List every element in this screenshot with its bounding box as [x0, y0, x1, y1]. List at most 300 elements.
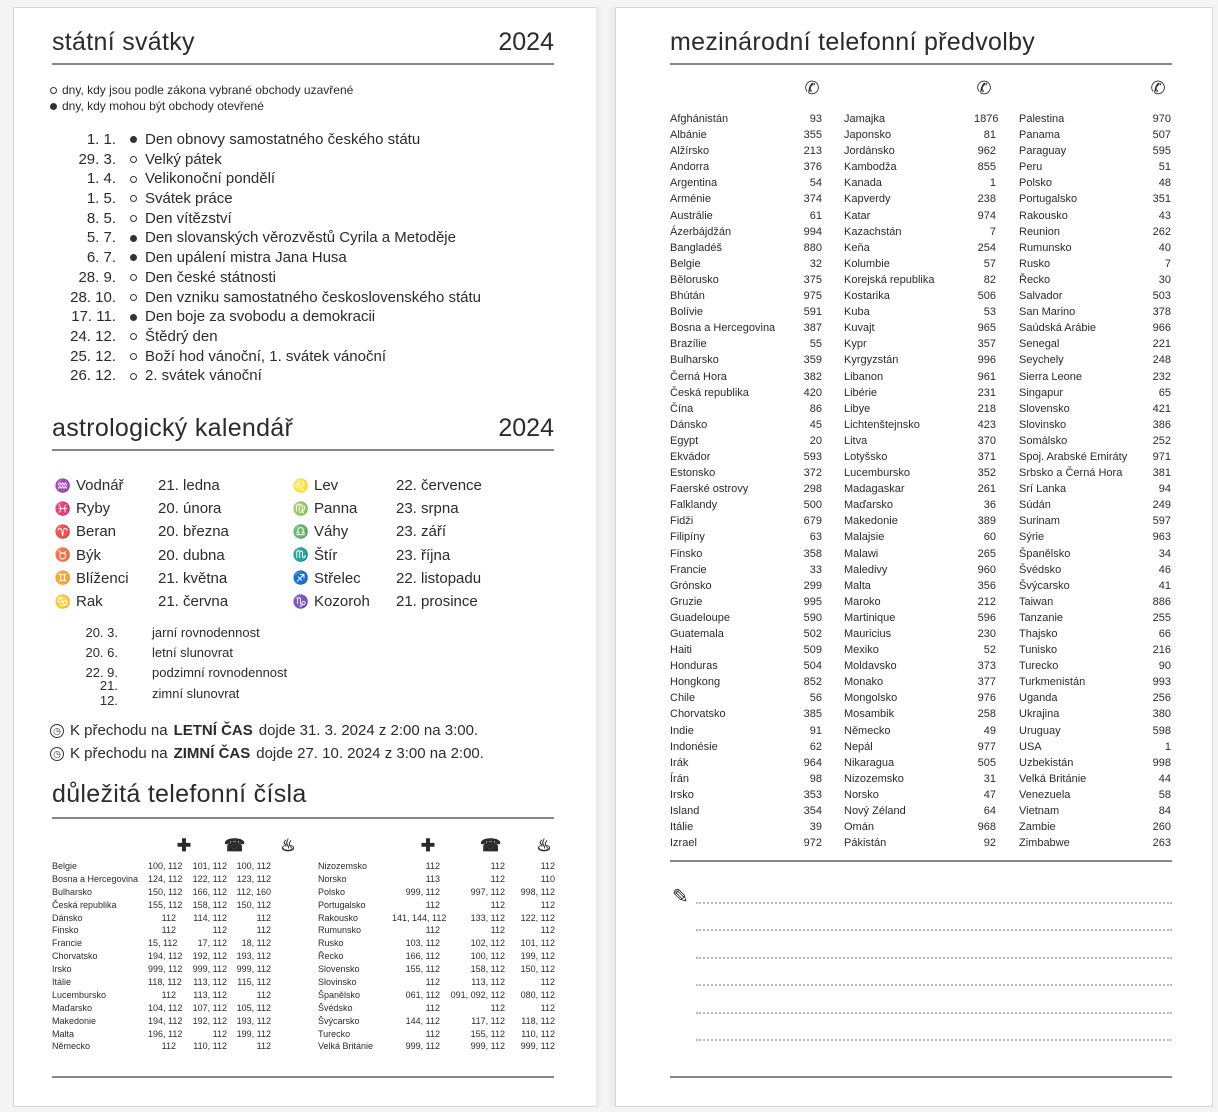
police-number: 133, 112	[470, 912, 505, 923]
dial-code: 965	[977, 322, 996, 335]
code-row	[670, 690, 822, 706]
country-name: Bhútán	[670, 290, 705, 303]
country-name: Súdán	[1019, 499, 1051, 512]
country-name: Makedonie	[52, 1015, 97, 1026]
aquarius-icon: ♒	[54, 477, 72, 493]
country-name: Taiwan	[1019, 595, 1054, 608]
code-row	[1019, 739, 1171, 755]
dial-code: 971	[1152, 450, 1171, 463]
dial-code: 961	[977, 370, 996, 383]
holiday-name: Velký pátek	[145, 150, 222, 168]
code-row	[670, 787, 822, 803]
code-row	[1019, 111, 1171, 127]
holiday-date: 1. 1.	[86, 131, 116, 148]
dial-code: 591	[803, 306, 822, 319]
open-dot-icon	[130, 274, 137, 281]
country-name: Falklandy	[670, 499, 718, 512]
code-row	[1019, 578, 1171, 594]
holiday-name: Den slovanských věrozvěstů Cyrila a Metoděje	[145, 229, 456, 247]
dial-code: 30	[1158, 273, 1171, 286]
country-name: Honduras	[670, 660, 718, 673]
holiday-row	[36, 268, 481, 288]
medical-number: 112	[161, 989, 176, 1000]
dial-code: 590	[803, 611, 822, 624]
zodiac-row	[50, 474, 282, 497]
code-row	[670, 529, 822, 545]
dst-bold: LETNÍ ČAS	[173, 722, 253, 739]
fire-number: 110, 112	[521, 1028, 555, 1039]
country-name: Srbsko a Černá Hora	[1019, 467, 1123, 480]
code-row	[844, 111, 999, 127]
code-row	[844, 449, 996, 465]
dial-code: 84	[1158, 805, 1171, 818]
clock-icon: ◷	[50, 724, 64, 738]
holiday-row	[36, 209, 481, 229]
code-row	[670, 513, 822, 529]
country-name: Německo	[52, 1041, 91, 1052]
police-number: 112	[490, 899, 505, 910]
code-row	[844, 433, 996, 449]
open-dot-icon	[130, 373, 137, 380]
country-name: Rusko	[1019, 257, 1051, 270]
country-name: San Marino	[1019, 306, 1076, 319]
code-row	[844, 529, 996, 545]
holiday-row	[36, 288, 481, 308]
country-name: Reunion	[1019, 225, 1060, 238]
code-row	[670, 658, 822, 674]
code-row	[1019, 385, 1171, 401]
note-line[interactable]	[696, 904, 1172, 932]
holiday-name: 2. svátek vánoční	[145, 367, 262, 385]
country-name: Bosna a Hercegovina	[670, 322, 776, 335]
dial-code: 503	[1152, 290, 1171, 303]
dial-code: 51	[1158, 161, 1171, 174]
country-name: Gruzie	[670, 595, 703, 608]
holiday-name: Den české státnosti	[145, 268, 276, 286]
code-row	[670, 208, 822, 224]
dial-code: 34	[1158, 547, 1171, 560]
dial-code: 966	[1152, 322, 1171, 335]
code-row	[844, 674, 996, 690]
code-row	[670, 175, 822, 191]
equinox-name: podzimní rovnodennost	[152, 665, 288, 681]
dial-code: 45	[809, 418, 822, 431]
code-row	[844, 642, 996, 658]
code-row	[1019, 610, 1171, 626]
dial-code: 386	[1152, 418, 1171, 431]
dial-code: 421	[1152, 402, 1171, 415]
dial-code: 40	[1158, 241, 1171, 254]
code-row	[670, 449, 822, 465]
zodiac-date: 21. června	[158, 593, 229, 611]
country-name: Čína	[670, 402, 694, 415]
country-name: Makedonie	[844, 515, 898, 528]
holiday-name: Den obnovy samostatného českého státu	[145, 131, 421, 148]
dial-code: 298	[803, 483, 822, 496]
dial-code: 218	[977, 402, 996, 415]
country-name: Guadeloupe	[670, 611, 730, 624]
fire-number: 112	[540, 861, 555, 871]
zodiac-row	[50, 590, 282, 613]
code-row	[844, 127, 996, 143]
note-line[interactable]	[696, 986, 1172, 1014]
virgo-icon: ♍	[292, 500, 310, 516]
fire-number: 112	[540, 977, 555, 988]
dial-code: 262	[1152, 225, 1171, 238]
country-name: Omán	[844, 821, 874, 834]
code-row	[670, 674, 822, 690]
zodiac-name: Panna	[314, 500, 358, 518]
code-row	[1019, 224, 1171, 240]
dial-code: 65	[1158, 386, 1171, 399]
code-row	[670, 127, 822, 143]
dial-code: 60	[983, 531, 996, 544]
dial-code: 261	[977, 483, 996, 496]
dst-row	[50, 719, 484, 742]
emergency-row	[318, 873, 555, 886]
dial-code: 238	[977, 193, 996, 206]
fire-number: 199, 112	[236, 1028, 271, 1039]
country-name: Itálie	[670, 821, 694, 834]
country-name: Turecko	[1019, 660, 1059, 673]
police-number: 17, 112	[197, 938, 227, 949]
code-row	[844, 497, 996, 513]
code-row	[670, 191, 822, 207]
police-number: 091, 092, 112	[450, 989, 505, 1000]
equinox-name: jarní rovnodennost	[152, 624, 260, 640]
medical-number: 100, 112	[148, 861, 183, 871]
astro-title: astrologický kalendář	[52, 414, 294, 442]
dial-code: 357	[977, 338, 996, 351]
dial-code: 679	[803, 515, 822, 528]
code-row	[844, 723, 996, 739]
dial-code: 596	[977, 611, 996, 624]
code-row	[670, 755, 822, 771]
country-name: Uganda	[1019, 692, 1058, 705]
zodiac-date: 23. října	[396, 546, 451, 564]
country-name: Seychely	[1019, 354, 1064, 367]
code-row	[1019, 175, 1171, 191]
medical-number: 118, 112	[148, 977, 182, 988]
dial-code: 81	[983, 129, 996, 142]
open-dot-icon	[50, 87, 57, 94]
code-row	[670, 546, 822, 562]
country-name: Velká Británie	[1019, 772, 1087, 785]
country-name: Surinam	[1019, 515, 1060, 528]
dial-code: 49	[983, 724, 996, 737]
zodiac-date: 22. července	[396, 477, 482, 495]
code-row	[670, 288, 822, 304]
dial-code: 63	[809, 531, 822, 544]
dial-code: 299	[803, 579, 822, 592]
country-name: Mongolsko	[844, 692, 898, 705]
codes-header	[670, 28, 1172, 65]
filled-dot-icon	[130, 314, 137, 321]
country-name: Lucembursko	[844, 467, 911, 480]
legend-row	[50, 82, 353, 98]
dial-code: 1	[989, 177, 996, 190]
country-name: Malajsie	[844, 531, 885, 544]
country-name: Estonsko	[670, 467, 716, 480]
dial-code: 852	[803, 676, 822, 689]
dial-code: 66	[1158, 628, 1171, 640]
dial-code: 353	[803, 788, 822, 801]
country-name: Haiti	[670, 644, 693, 657]
zodiac-row	[288, 567, 520, 590]
code-row	[844, 272, 996, 288]
dial-code: 358	[803, 547, 822, 560]
country-name: Nový Zéland	[844, 805, 906, 818]
holidays-title: státní svátky	[52, 28, 195, 56]
dial-code: 964	[803, 756, 822, 769]
code-row	[670, 240, 822, 256]
equinox-date: 20. 6.	[85, 644, 118, 660]
medical-number: 194, 112	[148, 951, 183, 962]
country-name: Turecko	[318, 1028, 351, 1039]
country-name: Salvador	[1019, 290, 1063, 303]
scorpio-icon: ♏	[292, 547, 310, 563]
capricorn-icon: ♑	[292, 593, 310, 609]
dial-code: 359	[803, 354, 822, 367]
emergency-row	[52, 1002, 271, 1015]
zodiac-name: Ryby	[76, 500, 111, 518]
fire-number: 112	[256, 925, 271, 936]
country-name: Izrael	[670, 837, 697, 850]
country-name: Japonsko	[844, 129, 892, 142]
medical-number: 112	[425, 1002, 440, 1013]
country-name: Portugalsko	[318, 899, 366, 910]
country-name: Bangladéš	[670, 241, 722, 254]
code-row	[844, 159, 996, 175]
emergency-row	[318, 899, 555, 912]
code-row	[1019, 771, 1171, 787]
dial-code: 39	[809, 821, 822, 834]
police-icon: ☎	[480, 836, 502, 855]
code-row	[844, 336, 996, 352]
country-name: Česká republika	[52, 899, 117, 910]
leo-icon: ♌	[292, 477, 310, 493]
fire-number: 999, 112	[520, 1041, 555, 1052]
emergency-row	[52, 989, 271, 1002]
dial-code: 260	[1152, 821, 1171, 834]
emergency-row	[318, 886, 555, 899]
codes-bottom-rule	[670, 860, 1172, 862]
country-name: Bulharsko	[52, 886, 93, 897]
holiday-row	[36, 228, 481, 248]
code-row	[670, 706, 822, 722]
notes-lines[interactable]	[696, 876, 1172, 1041]
dial-code: 387	[803, 322, 822, 335]
note-line[interactable]	[696, 1014, 1172, 1042]
dial-code: 993	[1152, 676, 1171, 689]
legend-text: dny, kdy jsou podle zákona vybrané obchody uzavřené	[62, 83, 354, 97]
code-row	[844, 320, 996, 336]
code-row	[1019, 787, 1171, 803]
dial-code: 354	[803, 805, 822, 818]
country-name: Libérie	[844, 386, 878, 399]
police-number: 999, 112	[470, 1041, 505, 1052]
code-row	[670, 111, 822, 127]
note-line[interactable]	[696, 931, 1172, 959]
zodiac-date: 21. ledna	[158, 477, 220, 495]
dial-code: 82	[983, 273, 996, 286]
country-name: Řecko	[1019, 273, 1051, 286]
country-name: Argentina	[670, 177, 718, 190]
country-name: USA	[1019, 740, 1042, 753]
police-number: 102, 112	[470, 938, 505, 949]
dial-code: 221	[1152, 338, 1171, 351]
zodiac-date: 20. února	[158, 500, 222, 518]
zodiac-name: Rak	[76, 593, 103, 611]
country-name: Austrálie	[670, 209, 713, 222]
dst-pre: K přechodu na	[70, 722, 168, 739]
country-name: Chile	[670, 692, 696, 705]
code-row	[1019, 320, 1171, 336]
libra-icon: ♎	[292, 523, 310, 539]
country-name: Bosna a Hercegovina	[52, 873, 139, 884]
open-dot-icon	[130, 195, 137, 202]
code-row	[670, 578, 822, 594]
code-row	[1019, 304, 1171, 320]
medical-number: 112	[161, 925, 176, 936]
country-name: Srí Lanka	[1019, 483, 1067, 496]
police-number: 158, 112	[470, 964, 505, 975]
emergency-row	[318, 924, 555, 937]
country-name: Lotyšsko	[844, 450, 888, 463]
medical-number: 124, 112	[148, 873, 183, 884]
country-name: Lichtenštejnsko	[844, 418, 920, 431]
holidays-year: 2024	[498, 28, 554, 56]
dial-code: 254	[977, 241, 996, 254]
clock-icon: ◷	[50, 747, 64, 761]
dial-code: 356	[977, 579, 996, 592]
phone-icon: ✆	[1150, 78, 1166, 98]
filled-dot-icon	[130, 254, 137, 261]
code-row	[1019, 191, 1171, 207]
country-name: Irák	[670, 756, 689, 769]
emergency-row	[318, 1002, 555, 1015]
medical-number: 112	[425, 977, 440, 988]
dial-code: 92	[983, 837, 996, 850]
code-row	[1019, 143, 1171, 159]
dial-code: 962	[977, 145, 996, 158]
dial-code: 53	[983, 306, 996, 319]
fire-number: 998, 112	[520, 886, 555, 897]
dial-code: 597	[1152, 515, 1171, 528]
note-line[interactable]	[696, 959, 1172, 987]
dial-code: 502	[803, 628, 822, 640]
code-row	[670, 385, 822, 401]
country-name: Maďarsko	[52, 1002, 93, 1013]
equinox-date: 21. 12.	[99, 678, 118, 709]
country-name: Grónsko	[670, 579, 712, 592]
medical-number: 155, 112	[148, 899, 183, 910]
country-name: Moldavsko	[844, 660, 897, 673]
note-line[interactable]	[696, 876, 1172, 904]
country-name: Nikaragua	[844, 756, 895, 769]
dial-code: 249	[1152, 499, 1171, 512]
country-name: Arménie	[670, 193, 711, 206]
country-name: Černá Hora	[670, 370, 727, 383]
country-name: Kapverdy	[844, 193, 891, 206]
dial-code: 593	[803, 450, 822, 463]
country-name: Polsko	[318, 886, 346, 897]
code-row	[670, 610, 822, 626]
dial-code: 352	[977, 467, 996, 480]
code-row	[1019, 159, 1171, 175]
country-name: Madagaskar	[844, 483, 905, 496]
zodiac-row	[288, 497, 520, 520]
police-number: 166, 112	[192, 886, 227, 897]
police-number: 113, 112	[193, 977, 227, 988]
code-row	[670, 835, 822, 851]
filled-dot-icon	[130, 235, 137, 242]
dial-code: 43	[1158, 209, 1171, 222]
code-row	[1019, 127, 1171, 143]
dial-code: 62	[809, 740, 822, 753]
code-row	[670, 159, 822, 175]
code-row	[1019, 417, 1171, 433]
country-name: Lucembursko	[52, 989, 107, 1000]
code-row	[844, 256, 996, 272]
holiday-name: Den vítězství	[145, 209, 232, 227]
medical-number: 999, 112	[405, 886, 440, 897]
dial-code: 995	[803, 595, 822, 608]
dial-code: 7	[1164, 257, 1171, 270]
holiday-date: 26. 12.	[70, 367, 116, 385]
phone-icon: ✆	[804, 78, 820, 98]
country-name: Kypr	[844, 338, 867, 351]
code-row	[1019, 562, 1171, 578]
emergency-row	[318, 989, 555, 1002]
medical-number: 112	[425, 925, 440, 936]
police-icon: ☎	[224, 836, 246, 855]
code-row	[1019, 819, 1171, 835]
country-name: Bělorusko	[670, 273, 719, 286]
code-row	[844, 465, 996, 481]
country-name: Kambodža	[844, 161, 897, 174]
country-name: Paraguay	[1019, 145, 1067, 158]
holiday-date: 5. 7.	[86, 229, 116, 247]
dial-code: 33	[809, 563, 822, 576]
code-row	[844, 208, 996, 224]
code-row	[844, 143, 996, 159]
zodiac-name: Lev	[314, 477, 339, 495]
country-name: Polsko	[1019, 177, 1053, 190]
police-number: 112	[490, 873, 505, 884]
code-row	[844, 594, 996, 610]
dial-code: 56	[809, 692, 822, 705]
dial-code: 86	[809, 402, 822, 415]
dial-code: 381	[1152, 467, 1171, 480]
code-row	[1019, 369, 1171, 385]
code-row	[844, 369, 996, 385]
medical-number: 061, 112	[405, 989, 440, 1000]
zodiac-row	[50, 567, 282, 590]
taurus-icon: ♉	[54, 547, 72, 563]
country-name: Kyrgyzstán	[844, 354, 899, 367]
fire-number: 100, 112	[236, 861, 271, 871]
dial-code: 94	[1158, 483, 1171, 496]
cancer-icon: ♋	[54, 593, 72, 609]
code-row	[844, 562, 996, 578]
emergency-row	[52, 860, 271, 873]
dial-code: 351	[1152, 193, 1171, 206]
open-dot-icon	[130, 333, 137, 340]
country-name: Belgie	[52, 861, 78, 871]
code-row	[1019, 288, 1171, 304]
country-name: Bulharsko	[670, 354, 719, 367]
